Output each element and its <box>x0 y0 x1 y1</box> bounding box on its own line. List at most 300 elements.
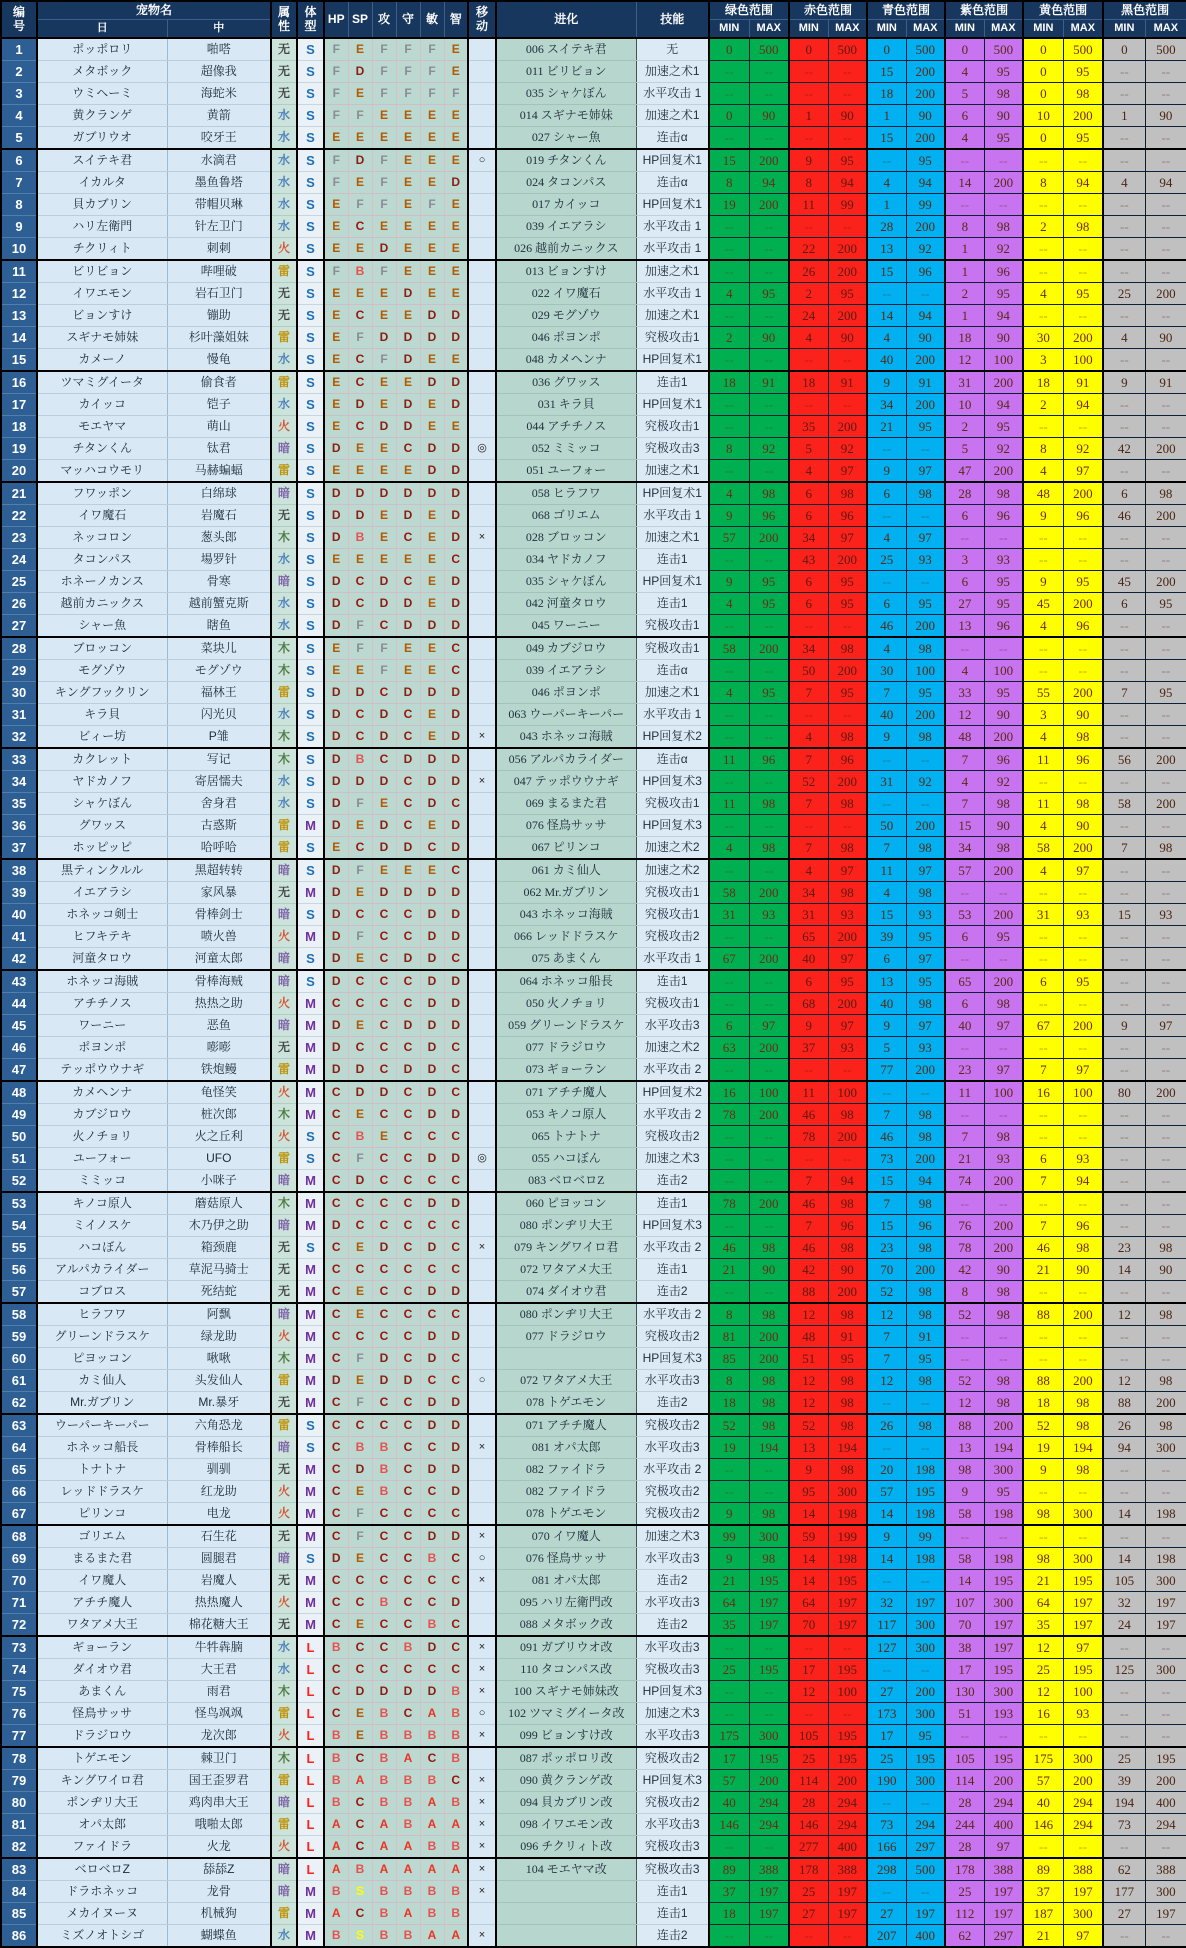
cell-name-cn: 棉花糖大王 <box>167 1614 271 1637</box>
cell-name-jp: 怪鳥サッサ <box>37 1703 167 1725</box>
cell-yellow-min: 58 <box>1023 837 1063 860</box>
cell-size: S <box>297 505 324 527</box>
cell-black-min: -- <box>1103 993 1145 1015</box>
cell-number: 21 <box>1 482 37 505</box>
cell-yellow-min: 31 <box>1023 904 1063 926</box>
cell-blue-max: 100 <box>906 660 945 682</box>
cell-red-max: 97 <box>828 460 867 483</box>
cell-grade-def: C <box>396 970 420 993</box>
cell-blue-min: 40 <box>867 704 906 726</box>
cell-grade-def: D <box>396 837 420 860</box>
table-row <box>1 1326 1186 1348</box>
cell-yellow-max: -- <box>1063 305 1103 327</box>
cell-black-min: -- <box>1103 926 1145 948</box>
cell-red-min: 6 <box>789 571 828 593</box>
cell-grade-sp: F <box>348 793 372 815</box>
cell-attribute: 水 <box>271 149 297 172</box>
cell-grade-sp: D <box>348 1459 372 1481</box>
cell-grade-agi: E <box>420 394 444 416</box>
cell-skill: 究极攻击1 <box>636 637 709 660</box>
cell-evolution: 077 ドラジロウ <box>496 1326 636 1348</box>
cell-green-min: 25 <box>709 1659 749 1681</box>
cell-purple-min: 5 <box>945 438 984 460</box>
cell-red-max: 200 <box>828 1770 867 1792</box>
cell-purple-min: 51 <box>945 1703 984 1725</box>
cell-grade-def: C <box>396 1148 420 1170</box>
cell-grade-int: B <box>444 1725 468 1748</box>
cell-blue-min: -- <box>867 1392 906 1415</box>
cell-evolution: 011 ビリビョン <box>496 61 636 83</box>
cell-size: S <box>297 482 324 505</box>
cell-red-min: 4 <box>789 460 828 483</box>
cell-green-min: 2 <box>709 327 749 349</box>
cell-purple-max: 98 <box>984 83 1023 105</box>
cell-grade-hp: C <box>324 1170 348 1193</box>
cell-red-min: 40 <box>789 948 828 971</box>
cell-grade-def: C <box>396 993 420 1015</box>
cell-black-min: 0 <box>1103 38 1145 61</box>
cell-name-jp: トゲエモン <box>37 1747 167 1770</box>
cell-name-cn: 头发仙人 <box>167 1370 271 1392</box>
cell-name-jp: チタンくん <box>37 438 167 460</box>
cell-grade-atk: E <box>372 371 396 394</box>
cell-blue-max: 99 <box>906 1525 945 1548</box>
cell-skill: 连击2 <box>636 1614 709 1637</box>
cell-blue-max: 90 <box>906 327 945 349</box>
cell-black-min: -- <box>1103 83 1145 105</box>
cell-grade-hp: F <box>324 105 348 127</box>
cell-purple-min: -- <box>945 194 984 216</box>
col-header-yellow-max: MAX <box>1063 20 1103 39</box>
cell-purple-max: 96 <box>984 748 1023 771</box>
cell-grade-def: D <box>396 882 420 904</box>
cell-red-max: 195 <box>828 1747 867 1770</box>
cell-move: × <box>468 1925 496 1948</box>
cell-purple-max: -- <box>984 948 1023 971</box>
cell-black-min: 88 <box>1103 1392 1145 1415</box>
cell-evolution: 081 オパ太郎 <box>496 1437 636 1459</box>
cell-red-max: -- <box>828 83 867 105</box>
cell-name-cn: 嘭嘭 <box>167 1037 271 1059</box>
cell-black-min: 125 <box>1103 1659 1145 1681</box>
cell-yellow-max: 95 <box>1063 283 1103 305</box>
cell-purple-min: -- <box>945 1326 984 1348</box>
cell-black-max: -- <box>1145 1836 1186 1859</box>
cell-purple-max: 198 <box>984 1503 1023 1526</box>
cell-purple-min: 58 <box>945 1503 984 1526</box>
cell-green-min: -- <box>709 61 749 83</box>
cell-number: 86 <box>1 1925 37 1948</box>
table-row <box>1 1792 1186 1814</box>
cell-purple-min: 52 <box>945 1370 984 1392</box>
cell-attribute: 无 <box>271 882 297 904</box>
cell-name-cn: 怪鸟飒飒 <box>167 1703 271 1725</box>
cell-red-max: 98 <box>828 1392 867 1415</box>
cell-grade-hp: D <box>324 904 348 926</box>
cell-blue-min: 70 <box>867 1259 906 1281</box>
cell-grade-atk: D <box>372 1081 396 1104</box>
cell-yellow-min: -- <box>1023 238 1063 261</box>
cell-grade-sp: D <box>348 505 372 527</box>
cell-grade-sp: E <box>348 460 372 483</box>
cell-blue-min: 166 <box>867 1836 906 1859</box>
cell-black-max: -- <box>1145 1459 1186 1481</box>
cell-name-jp: アルパカライダー <box>37 1259 167 1281</box>
cell-name-cn: 哈呼哈 <box>167 837 271 860</box>
table-row <box>1 1636 1186 1659</box>
cell-yellow-min: -- <box>1023 416 1063 438</box>
cell-grade-int: C <box>444 1259 468 1281</box>
cell-grade-def: B <box>396 1770 420 1792</box>
cell-attribute: 暗 <box>271 1303 297 1326</box>
cell-purple-min: 14 <box>945 1570 984 1592</box>
cell-size: S <box>297 1126 324 1148</box>
cell-size: S <box>297 571 324 593</box>
cell-red-max: 200 <box>828 660 867 682</box>
cell-blue-min: -- <box>867 505 906 527</box>
cell-evolution: 080 ポンヂリ大王 <box>496 1215 636 1237</box>
cell-grade-hp: E <box>324 837 348 860</box>
cell-grade-int: E <box>444 127 468 150</box>
cell-blue-min: 4 <box>867 527 906 549</box>
cell-yellow-max: 300 <box>1063 1548 1103 1570</box>
cell-green-min: 9 <box>709 1503 749 1526</box>
cell-grade-hp: D <box>324 593 348 615</box>
cell-grade-int: E <box>444 149 468 172</box>
cell-blue-max: 200 <box>906 1681 945 1703</box>
cell-blue-max: -- <box>906 1570 945 1592</box>
cell-size: S <box>297 1237 324 1259</box>
cell-grade-agi: E <box>420 859 444 882</box>
table-row <box>1 1037 1186 1059</box>
table-row <box>1 105 1186 127</box>
cell-move <box>468 216 496 238</box>
cell-blue-max: 93 <box>906 549 945 571</box>
cell-red-max: 95 <box>828 283 867 305</box>
cell-skill: 连击1 <box>636 1881 709 1903</box>
cell-name-jp: ビィー坊 <box>37 726 167 749</box>
cell-number: 75 <box>1 1681 37 1703</box>
cell-grade-sp: E <box>348 1703 372 1725</box>
cell-grade-int: C <box>444 1237 468 1259</box>
cell-grade-sp: E <box>348 1370 372 1392</box>
cell-name-cn: 箱颈鹿 <box>167 1237 271 1259</box>
cell-number: 23 <box>1 527 37 549</box>
cell-blue-min: 298 <box>867 1858 906 1881</box>
cell-purple-min: 74 <box>945 1170 984 1193</box>
cell-purple-min: 40 <box>945 1015 984 1037</box>
cell-grade-int: F <box>444 83 468 105</box>
cell-name-jp: 河童タロウ <box>37 948 167 971</box>
cell-green-min: -- <box>709 238 749 261</box>
cell-grade-def: E <box>396 105 420 127</box>
cell-grade-agi: D <box>420 460 444 483</box>
cell-attribute: 雷 <box>271 371 297 394</box>
cell-grade-int: C <box>444 1215 468 1237</box>
cell-red-min: 27 <box>789 1903 828 1925</box>
cell-yellow-min: 6 <box>1023 1148 1063 1170</box>
cell-move: ○ <box>468 1548 496 1570</box>
cell-name-cn: 机械狗 <box>167 1903 271 1925</box>
cell-blue-max: 95 <box>906 149 945 172</box>
cell-grade-agi: C <box>420 1747 444 1770</box>
cell-green-max: 200 <box>749 1348 789 1370</box>
cell-yellow-min: 3 <box>1023 704 1063 726</box>
cell-number: 9 <box>1 216 37 238</box>
table-row <box>1 1170 1186 1193</box>
cell-name-cn: 墨鱼鲁塔 <box>167 172 271 194</box>
cell-skill: 加速之术1 <box>636 105 709 127</box>
cell-green-min: 16 <box>709 1081 749 1104</box>
cell-blue-max: 97 <box>906 460 945 483</box>
cell-move <box>468 1259 496 1281</box>
cell-move <box>468 1326 496 1348</box>
cell-name-jp: カメーノ <box>37 349 167 372</box>
cell-black-max: -- <box>1145 1215 1186 1237</box>
cell-green-min: -- <box>709 1681 749 1703</box>
table-row <box>1 793 1186 815</box>
cell-black-max: -- <box>1145 771 1186 793</box>
cell-name-cn: 针左卫门 <box>167 216 271 238</box>
cell-purple-min: 107 <box>945 1592 984 1614</box>
cell-red-min: 7 <box>789 837 828 860</box>
cell-size: S <box>297 904 324 926</box>
cell-green-min: 37 <box>709 1881 749 1903</box>
cell-red-max: 200 <box>828 260 867 283</box>
cell-attribute: 雷 <box>271 1370 297 1392</box>
cell-grade-agi: C <box>420 1370 444 1392</box>
cell-name-cn: 慢龟 <box>167 349 271 372</box>
cell-green-max: 200 <box>749 637 789 660</box>
cell-move <box>468 1303 496 1326</box>
cell-grade-def: E <box>396 149 420 172</box>
cell-grade-atk: C <box>372 748 396 771</box>
cell-size: M <box>297 1925 324 1948</box>
cell-skill: 连击2 <box>636 1570 709 1592</box>
cell-attribute: 木 <box>271 1681 297 1703</box>
cell-number: 40 <box>1 904 37 926</box>
cell-grade-int: B <box>444 1703 468 1725</box>
cell-number: 42 <box>1 948 37 971</box>
cell-grade-def: D <box>396 416 420 438</box>
cell-yellow-max: 200 <box>1063 1370 1103 1392</box>
cell-grade-agi: D <box>420 1348 444 1370</box>
cell-yellow-min: 7 <box>1023 1059 1063 1082</box>
cell-grade-atk: C <box>372 948 396 971</box>
cell-move: × <box>468 1659 496 1681</box>
cell-black-max: -- <box>1145 260 1186 283</box>
cell-skill: HP回复术1 <box>636 482 709 505</box>
cell-name-jp: イワ魔人 <box>37 1570 167 1592</box>
cell-grade-agi: E <box>420 726 444 749</box>
cell-red-min: 46 <box>789 1237 828 1259</box>
cell-blue-min: 39 <box>867 926 906 948</box>
cell-purple-max: 197 <box>984 1614 1023 1637</box>
cell-evolution: 062 Mr.ガブリン <box>496 882 636 904</box>
cell-evolution: 039 イエアラシ <box>496 216 636 238</box>
cell-evolution: 110 タコンパス改 <box>496 1659 636 1681</box>
cell-black-min: 24 <box>1103 1614 1145 1637</box>
cell-attribute: 火 <box>271 1481 297 1503</box>
cell-name-cn: 龟怪笑 <box>167 1081 271 1104</box>
col-header-red-min: MIN <box>789 20 828 39</box>
cell-evolution: 071 アチチ魔人 <box>496 1081 636 1104</box>
cell-number: 58 <box>1 1303 37 1326</box>
cell-green-min: -- <box>709 416 749 438</box>
cell-size: S <box>297 460 324 483</box>
cell-number: 44 <box>1 993 37 1015</box>
cell-red-max: 200 <box>828 1281 867 1304</box>
cell-grade-hp: E <box>324 327 348 349</box>
cell-attribute: 暗 <box>271 1792 297 1814</box>
cell-yellow-min: 7 <box>1023 1215 1063 1237</box>
table-row <box>1 926 1186 948</box>
cell-move <box>468 127 496 150</box>
cell-red-max: 98 <box>828 1414 867 1437</box>
cell-grade-sp: B <box>348 527 372 549</box>
cell-skill: 究极攻击2 <box>636 1747 709 1770</box>
cell-yellow-max: 197 <box>1063 1881 1103 1903</box>
table-row <box>1 1659 1186 1681</box>
cell-black-max: 200 <box>1145 1770 1186 1792</box>
cell-purple-min: 0 <box>945 38 984 61</box>
cell-purple-min: -- <box>945 1037 984 1059</box>
cell-red-min: 25 <box>789 1747 828 1770</box>
cell-grade-def: D <box>396 482 420 505</box>
cell-size: L <box>297 1636 324 1659</box>
cell-grade-agi: D <box>420 1281 444 1304</box>
cell-grade-sp: E <box>348 660 372 682</box>
cell-grade-sp: S <box>348 1881 372 1903</box>
cell-grade-def: E <box>396 238 420 261</box>
cell-purple-max: 90 <box>984 105 1023 127</box>
cell-grade-def: E <box>396 371 420 394</box>
cell-green-max: -- <box>749 216 789 238</box>
cell-green-max: 95 <box>749 571 789 593</box>
cell-green-max: 197 <box>749 1614 789 1637</box>
cell-grade-hp: E <box>324 394 348 416</box>
cell-green-max: 197 <box>749 1881 789 1903</box>
cell-name-jp: ホネーノカンス <box>37 571 167 593</box>
cell-grade-def: C <box>396 1081 420 1104</box>
cell-black-min: 9 <box>1103 371 1145 394</box>
col-header-number: 编号 <box>1 1 37 38</box>
cell-number: 3 <box>1 83 37 105</box>
cell-yellow-min: 89 <box>1023 1858 1063 1881</box>
cell-size: S <box>297 704 324 726</box>
cell-yellow-min: 64 <box>1023 1592 1063 1614</box>
cell-attribute: 雷 <box>271 1148 297 1170</box>
cell-number: 14 <box>1 327 37 349</box>
cell-name-jp: スギナモ姉妹 <box>37 327 167 349</box>
cell-name-cn: 六角恐龙 <box>167 1414 271 1437</box>
cell-grade-hp: C <box>324 1570 348 1592</box>
col-header-pet-name: 宠物名 <box>37 1 271 20</box>
cell-evolution: 104 モエヤマ改 <box>496 1858 636 1881</box>
cell-black-max: 90 <box>1145 1259 1186 1281</box>
cell-grade-def: C <box>396 771 420 793</box>
cell-green-max: 200 <box>749 1326 789 1348</box>
cell-grade-agi: D <box>420 1326 444 1348</box>
cell-red-max: 199 <box>828 1525 867 1548</box>
cell-evolution: 061 カミ仙人 <box>496 859 636 882</box>
cell-number: 67 <box>1 1503 37 1526</box>
cell-blue-min: 13 <box>867 238 906 261</box>
cell-grade-def: D <box>396 283 420 305</box>
cell-move <box>468 349 496 372</box>
cell-number: 65 <box>1 1459 37 1481</box>
cell-blue-min: -- <box>867 1659 906 1681</box>
cell-green-max: -- <box>749 771 789 793</box>
cell-red-max: 98 <box>828 1237 867 1259</box>
cell-number: 5 <box>1 127 37 150</box>
cell-purple-max: 300 <box>984 1459 1023 1481</box>
cell-grade-agi: D <box>420 1104 444 1126</box>
cell-black-max: -- <box>1145 1037 1186 1059</box>
cell-black-min: 56 <box>1103 748 1145 771</box>
col-header-black-max: MAX <box>1145 20 1186 39</box>
cell-black-min: 94 <box>1103 1437 1145 1459</box>
cell-purple-max: 200 <box>984 460 1023 483</box>
cell-red-min: 2 <box>789 283 828 305</box>
cell-blue-max: 99 <box>906 194 945 216</box>
cell-grade-hp: C <box>324 1659 348 1681</box>
cell-grade-atk: D <box>372 882 396 904</box>
cell-grade-hp: D <box>324 505 348 527</box>
cell-size: M <box>297 1370 324 1392</box>
table-row <box>1 1925 1186 1948</box>
cell-blue-max: 95 <box>906 1348 945 1370</box>
cell-grade-atk: C <box>372 1037 396 1059</box>
cell-grade-hp: C <box>324 1525 348 1548</box>
cell-size: S <box>297 216 324 238</box>
cell-name-cn: 越前蟹克斯 <box>167 593 271 615</box>
table-row <box>1 527 1186 549</box>
cell-grade-atk: C <box>372 1636 396 1659</box>
cell-size: S <box>297 793 324 815</box>
cell-size: S <box>297 172 324 194</box>
cell-blue-max: 93 <box>906 1037 945 1059</box>
cell-blue-max: 200 <box>906 61 945 83</box>
cell-purple-max: -- <box>984 194 1023 216</box>
cell-grade-sp: C <box>348 1903 372 1925</box>
cell-yellow-max: -- <box>1063 1104 1103 1126</box>
cell-black-min: 39 <box>1103 1770 1145 1792</box>
cell-black-max: -- <box>1145 1170 1186 1193</box>
cell-purple-max: 98 <box>984 993 1023 1015</box>
cell-green-max: -- <box>749 1215 789 1237</box>
cell-grade-agi: E <box>420 172 444 194</box>
cell-purple-max: 195 <box>984 1747 1023 1770</box>
cell-number: 4 <box>1 105 37 127</box>
cell-grade-sp: C <box>348 1414 372 1437</box>
cell-grade-sp: E <box>348 549 372 571</box>
cell-grade-hp: D <box>324 682 348 704</box>
cell-grade-int: D <box>444 327 468 349</box>
cell-black-max: -- <box>1145 637 1186 660</box>
cell-name-cn: P雏 <box>167 726 271 749</box>
cell-blue-min: 40 <box>867 349 906 372</box>
cell-green-max: 98 <box>749 482 789 505</box>
cell-grade-def: E <box>396 549 420 571</box>
cell-grade-int: C <box>444 793 468 815</box>
cell-move <box>468 1903 496 1925</box>
cell-grade-atk: D <box>372 815 396 837</box>
cell-yellow-min: -- <box>1023 260 1063 283</box>
cell-green-max: -- <box>749 704 789 726</box>
cell-grade-atk: E <box>372 793 396 815</box>
cell-move <box>468 993 496 1015</box>
